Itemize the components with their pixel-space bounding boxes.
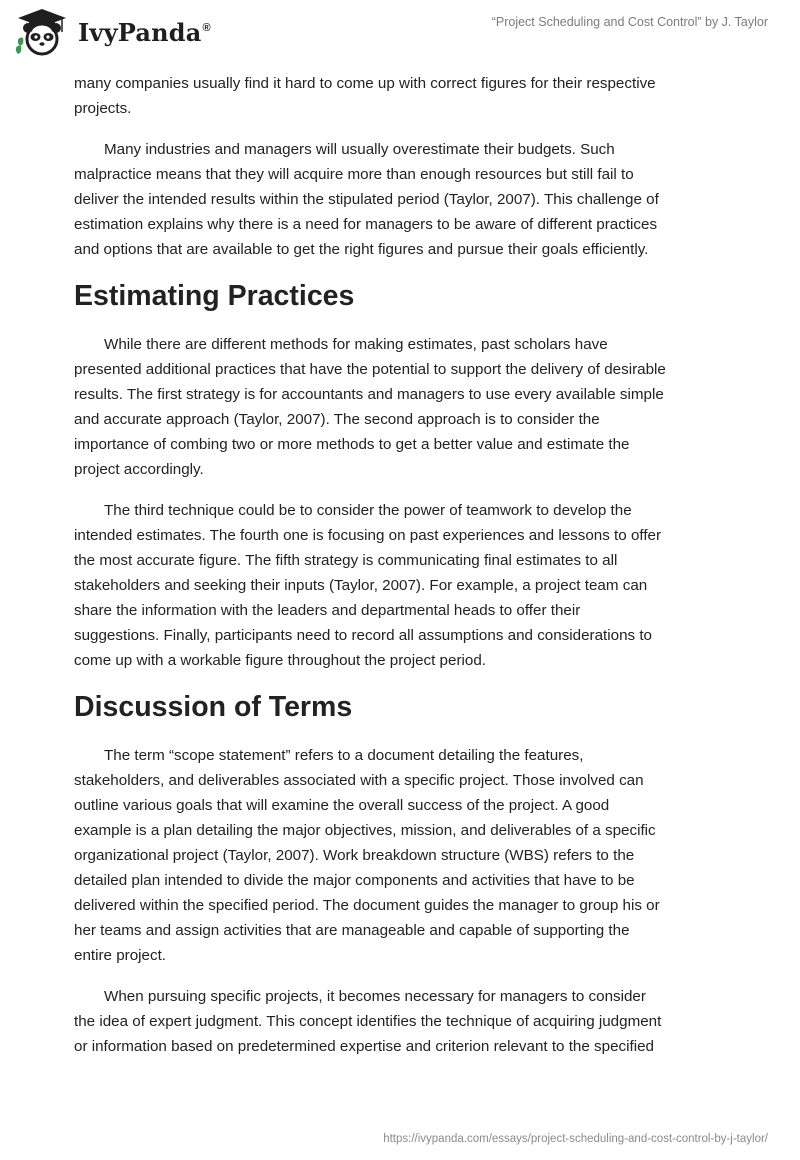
paragraph: The term “scope statement” refers to a document detailing the features, stakeholders, and deliverables associated with a specific project. Those involved can outline various goals that will examine the overall success of the project. A good example is a plan detailing the major objectives, mission, and deliverables of a specific organizational project (Taylor, 2007). Work breakdown structure (WBS) refers to the detailed plan intended to divide the major components and activities that have to be delivered within the specified period. The document guides the manager to group his or her teams and assign activities that are manageable and capable of supporting the entire project. [74,747,660,964]
registered-mark: ® [202,21,211,34]
paragraph: The third technique could be to consider the power of teamwork to develop the intended estimates. The fourth one is focusing on past experiences and lessons to offer the most accurate figure. The fifth strategy is communicating final estimates to all stakeholders and seeking their inputs (Taylor, 2007). For example, a project team can share the information with the leaders and departmental heads to offer their suggestions. Finally, participants need to record all assumptions and considerations to come up with a workable figure throughout the project period. [74,502,662,669]
source-url-link[interactable]: https://ivypanda.com/essays/project-scheduling-and-cost-control-by-j-taylor/ [383,1133,768,1145]
paragraph: While there are different methods for making estimates, past scholars have presented additional practices that have the potential to support the delivery of desirable results. The first strategy is for accountants and managers to use every available simple and accurate approach (Taylor, 2007). The second approach is to consider the importance of combing two or more methods to get a better value and estimate the project accordingly. [74,336,666,478]
panda-graduate-icon [14,6,70,58]
section-heading-discussion-of-terms: Discussion of Terms [74,691,353,723]
paragraph-continued: many companies usually find it hard to come up with correct figures for their respective projects. [74,75,656,117]
paragraph: Many industries and managers will usually overestimate their budgets. Such malpractice means that they will acquire more than enough resources but still fail to deliver the intended results within the stipulated period (Taylor, 2007). This challenge of estimation explains why there is a need for managers to be aware of different practices and options that are available to get the right figures and pursue their goals efficiently. [74,141,659,258]
paragraph: When pursuing specific projects, it becomes necessary for managers to consider the idea of expert judgment. This concept identifies the technique of acquiring judgment or information based on predetermined expertise and criterion relevant to the specified [74,988,662,1055]
brand-name [78,18,211,47]
document-title: “Project Scheduling and Cost Control” by J. Taylor [491,15,768,29]
page-header [0,0,800,60]
ivypanda-logo[interactable] [14,6,211,58]
essay-body [74,71,734,1075]
brand-label: IvyPanda [78,17,202,47]
section-heading-estimating-practices: Estimating Practices [74,280,355,312]
